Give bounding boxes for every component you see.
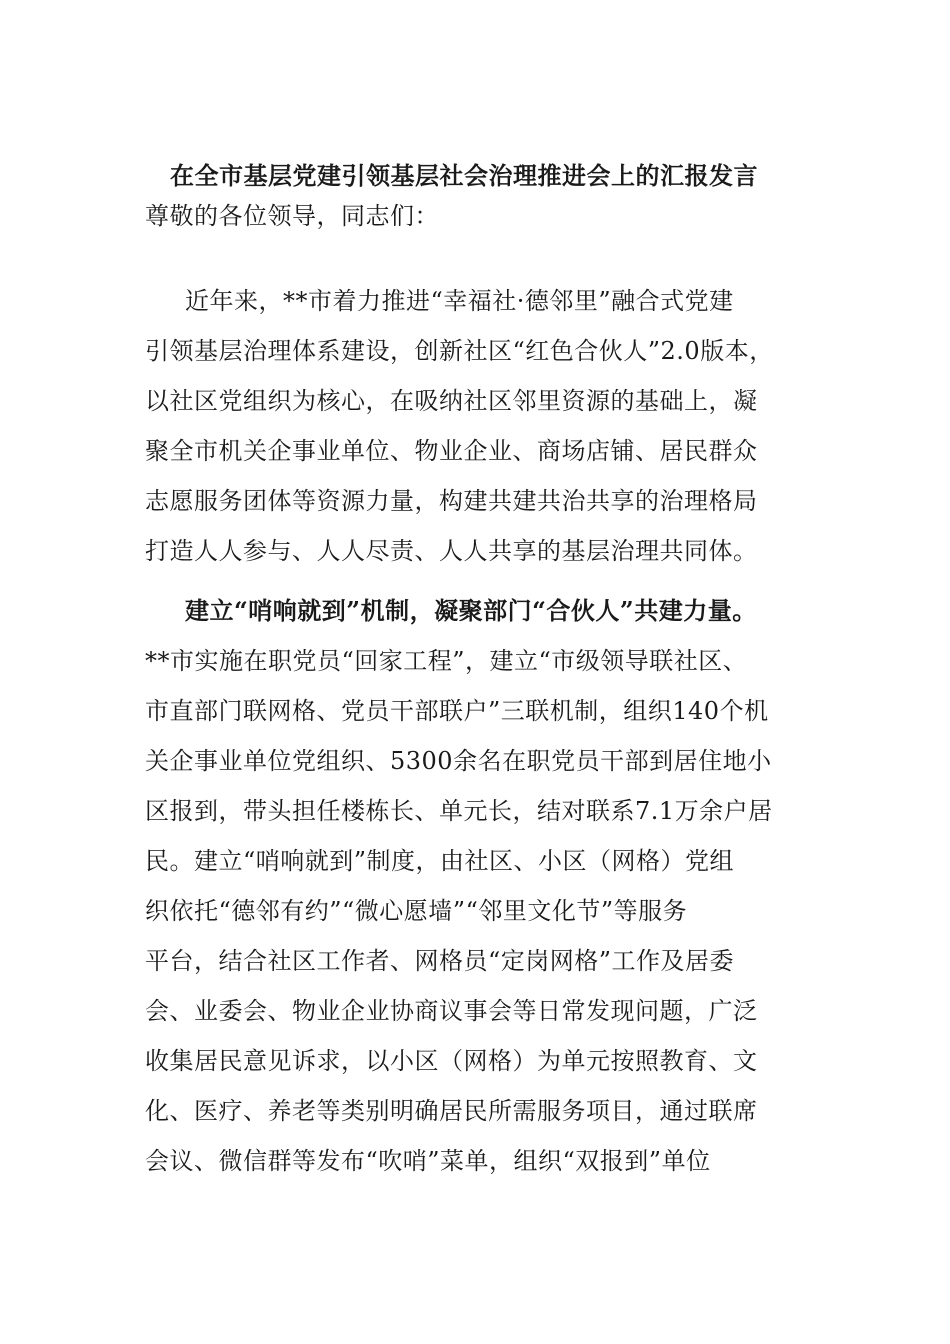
- paragraph-line: 平台，结合社区工作者、网格员“定岗网格”工作及居委: [145, 947, 735, 975]
- paragraph-line: 引领基层治理体系建设，创新社区“红色合伙人”2.0版本，: [145, 337, 774, 365]
- paragraph-line: 关企事业单位党组织、5300余名在职党员干部到居住地小: [145, 747, 772, 775]
- paragraph-mechanism: [145, 586, 825, 1186]
- paragraph-line: 区报到，带头担任楼栋长、单元长，结对联系7.1万余户居: [145, 797, 773, 825]
- paragraph-line: 化、医疗、养老等类别明确居民所需服务项目，通过联席: [145, 1097, 758, 1125]
- paragraph-line: 市直部门联网格、党员干部联户”三联机制，组织140个机: [145, 697, 769, 725]
- paragraph-line: 志愿服务团体等资源力量，构建共建共治共享的治理格局: [145, 487, 758, 515]
- paragraph-line: 以社区党组织为核心，在吸纳社区邻里资源的基础上，凝: [145, 387, 758, 415]
- paragraph-line: 民。建立“哨响就到”制度，由社区、小区（网格）党组: [145, 847, 735, 875]
- document-title: 在全市基层党建引领基层社会治理推进会上的汇报发言: [170, 161, 758, 190]
- paragraph-line: 会议、微信群等发布“吹哨”菜单，组织“双报到”单位: [145, 1147, 711, 1175]
- section-heading: 建立“哨响就到”机制，凝聚部门“合伙人”共建力量。: [185, 596, 757, 625]
- paragraph-line: 近年来，**市着力推进“幸福社·德邻里”融合式党建: [185, 287, 734, 315]
- paragraph-line: 收集居民意见诉求，以小区（网格）为单元按照教育、文: [145, 1047, 758, 1075]
- paragraph-line: 打造人人参与、人人尽责、人人共享的基层治理共同体。: [145, 537, 758, 565]
- paragraph-intro: [145, 276, 825, 576]
- paragraph-line: **市实施在职党员“回家工程”，建立“市级领导联社区、: [145, 647, 748, 675]
- paragraph-line: 织依托“德邻有约”“微心愿墙”“邻里文化节”等服务: [145, 897, 688, 925]
- paragraph-line: 聚全市机关企事业单位、物业企业、商场店铺、居民群众: [145, 437, 758, 465]
- paragraph-line: 会、业委会、物业企业协商议事会等日常发现问题，广泛: [145, 997, 758, 1025]
- salutation: 尊敬的各位领导，同志们：: [145, 202, 439, 230]
